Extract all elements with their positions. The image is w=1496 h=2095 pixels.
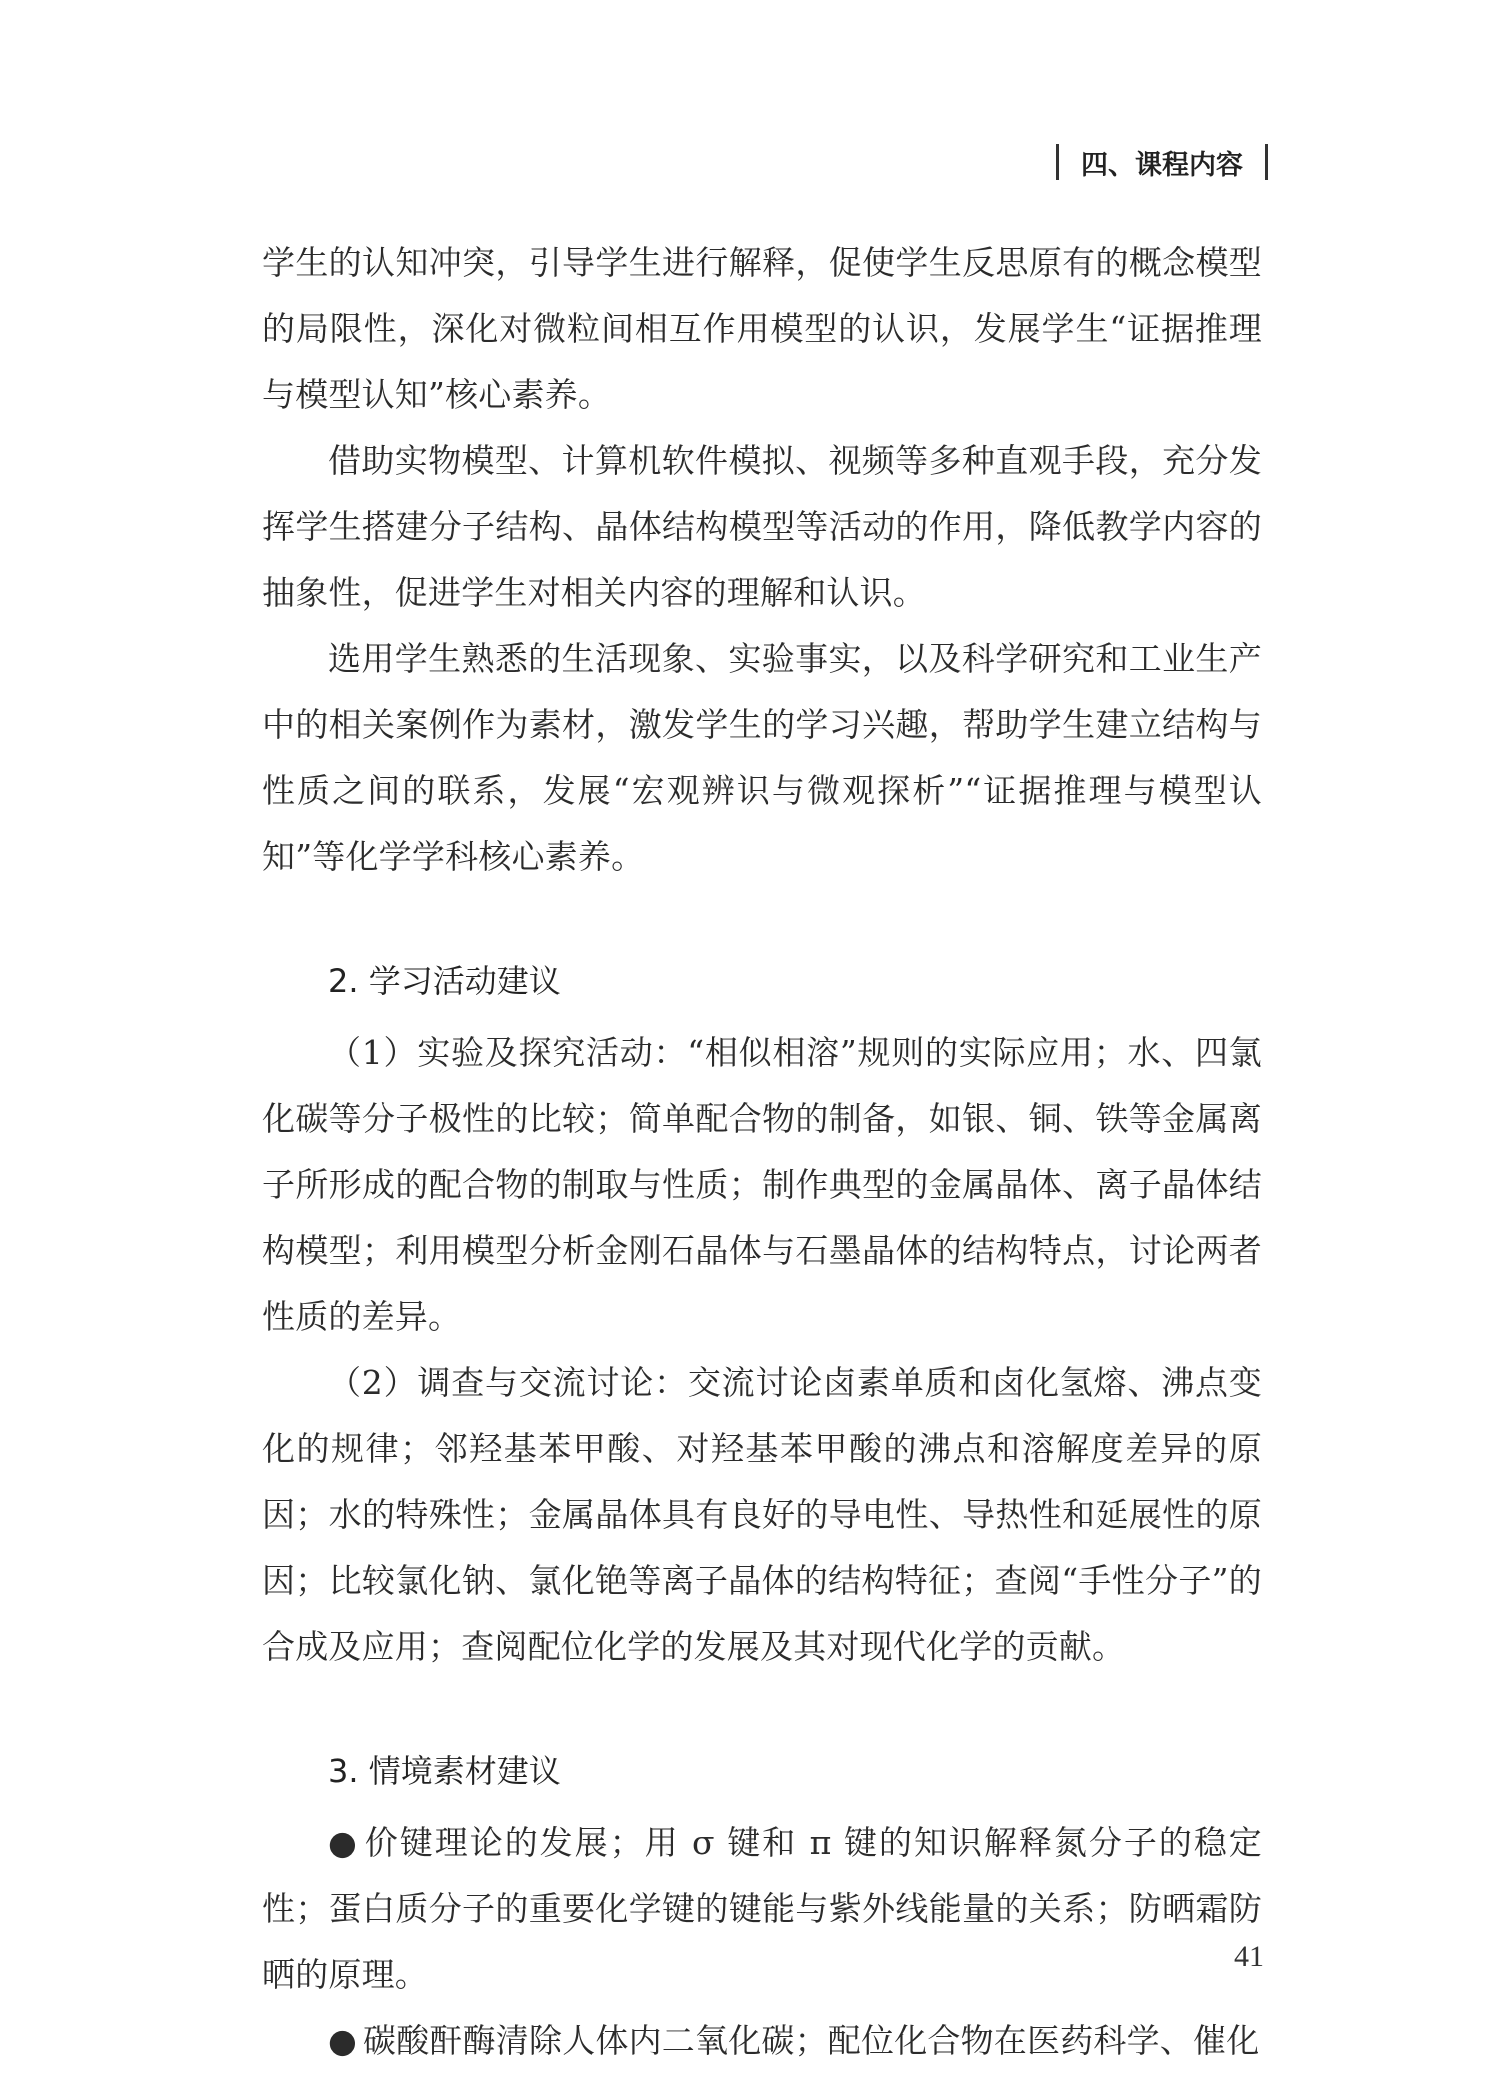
paragraph-models: 借助实物模型、计算机软件模拟、视频等多种直观手段，充分发挥学生搭建分子结构、晶体结构模型等活动的作用，降低教学内容的抽象性，促进学生对相关内容的理解和认识。 <box>262 441 1262 612</box>
header-divider-right <box>1265 144 1268 180</box>
activity-item-discussion: （2）调查与交流讨论：交流讨论卤素单质和卤化氢熔、沸点变化的规律；邻羟基苯甲酸、对羟基苯甲酸的沸点和溶解度差异的原因；水的特殊性；金属晶体具有良好的导电性、导热性和延展性的原因；比较氯化钠、氯化铯等离子晶体的结构特征；查阅“手性分子”的合成及应用；查阅配位化学的发展及其对现代化学的贡献。 <box>262 1363 1262 1666</box>
body-text <box>262 230 1262 2074</box>
context-bullet-1-text: 价键理论的发展；用 σ 键和 π 键的知识解释氮分子的稳定性；蛋白质分子的重要化学键的键能与紫外线能量的关系；防晒霜防晒的原理。 <box>262 1823 1262 1994</box>
bullet-icon: ● <box>328 1823 359 1862</box>
bullet-icon: ● <box>328 2021 357 2060</box>
page-number: 41 <box>1234 1940 1264 1973</box>
context-bullet-2 <box>262 2008 1262 2074</box>
section-heading-learning-activities: 2. 学习活动建议 <box>328 962 561 1000</box>
activity-item-experiments: （1）实验及探究活动：“相似相溶”规则的实际应用；水、四氯化碳等分子极性的比较；简单配合物的制备，如银、铜、铁等金属离子所形成的配合物的制取与性质；制作典型的金属晶体、离子晶体结构模型；利用模型分析金刚石晶体与石墨晶体的结构特点，讨论两者性质的差异。 <box>262 1033 1262 1336</box>
section-heading-context-materials: 3. 情境素材建议 <box>328 1752 561 1790</box>
context-bullet-1 <box>262 1810 1262 2008</box>
running-header <box>1056 142 1268 182</box>
section-title: 四、课程内容 <box>1081 149 1243 181</box>
paragraph-materials: 选用学生熟悉的生活现象、实验事实，以及科学研究和工业生产中的相关案例作为素材，激发学生的学习兴趣，帮助学生建立结构与性质之间的联系，发展“宏观辨识与微观探析”“证据推理与模型认知”等化学学科核心素养。 <box>262 639 1262 876</box>
context-bullet-2-text: 碳酸酐酶清除人体内二氧化碳；配位化合物在医药科学、催化 <box>363 2021 1260 2060</box>
paragraph-continued: 学生的认知冲突，引导学生进行解释，促使学生反思原有的概念模型的局限性，深化对微粒间相互作用模型的认识，发展学生“证据推理与模型认知”核心素养。 <box>262 243 1262 414</box>
header-divider-left <box>1056 144 1059 180</box>
